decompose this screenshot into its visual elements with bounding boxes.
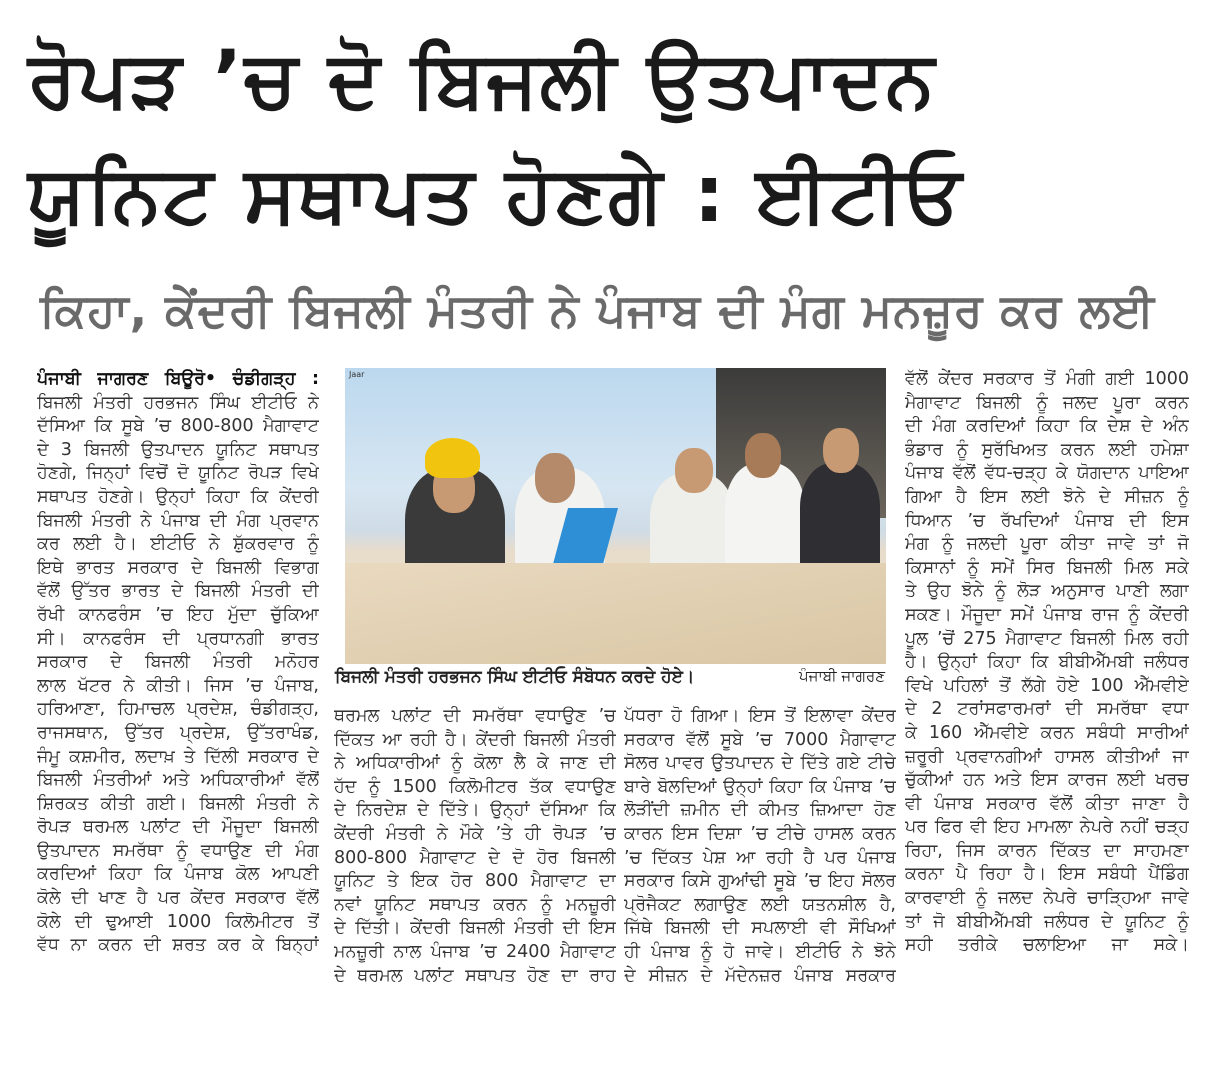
text-line: ਸਰਕਾਰ ਕਿਸੇ ਗੁਆਂਢੀ ਸੂਬੇ ’ਚ ਇਹ ਸੋਲਰ — [624, 871, 896, 892]
text-line: ਦੇ ਥਰਮਲ ਪਲਾਂਟ ਸਥਾਪਤ ਹੋਣ ਦਾ ਰਾਹ — [334, 965, 616, 986]
text-line: ਸਹੀ ਤਰੀਕੇ ਚਲਾਇਆ ਜਾ ਸਕੇ। — [905, 935, 1189, 956]
text-line: ਸਰਕਾਰ ਵੱਲੋਂ ਸੂਬੇ ’ਚ 7000 ਮੈਗਾਵਾਟ — [624, 729, 896, 750]
text-line: ਕੇਂਦਰੀ ਮੰਤਰੀ ਨੇ ਮੌਕੇ ’ਤੇ ਹੀ ਰੋਪੜ ’ਚ — [334, 823, 616, 844]
text-line: ਵੀ ਪੰਜਾਬ ਸਰਕਾਰ ਵੱਲੋਂ ਕੀਤਾ ਜਾਣਾ ਹੈ — [905, 793, 1189, 814]
text-line: ਵਿਖੇ ਪਹਿਲਾਂ ਤੋਂ ਲੱਗੇ ਹੋਏ 100 ਐੱਮਵੀਏ — [905, 675, 1189, 696]
text-line: ਹੱਦ ਨੂੰ 1500 ਕਿਲੋਮੀਟਰ ਤੱਕ ਵਧਾਉਣ — [334, 776, 616, 797]
text-line: ਜਿੱਥੇ ਬਿਜਲੀ ਦੀ ਸਪਲਾਈ ਵੀ ਸੌਖਿਆਂ — [624, 918, 896, 939]
text-line: ਸੋਲਰ ਪਾਵਰ ਉਤਪਾਦਨ ਦੇ ਦਿੱਤੇ ਗਏ ਟੀਚੇ — [624, 753, 896, 774]
text-line: ਦੇ 3 ਬਿਜਲੀ ਉਤਪਾਦਨ ਯੂਨਿਟ ਸਥਾਪਤ — [37, 439, 319, 460]
article-column-1 — [37, 368, 319, 958]
text-line: ਕਰਦਿਆਂ ਕਿਹਾ ਕਿ ਪੰਜਾਬ ਕੋਲ ਆਪਣੀ — [37, 864, 319, 885]
text-line: ਦੇ ਦਿੱਤੀ। ਕੇਂਦਰੀ ਬਿਜਲੀ ਮੰਤਰੀ ਦੀ ਇਸ — [334, 918, 616, 939]
text-line: ਇਥੇ ਭਾਰਤ ਸਰਕਾਰ ਦੇ ਬਿਜਲੀ ਵਿਭਾਗ — [37, 557, 319, 578]
text-line: ਦਿੱਕਤ ਆ ਰਹੀ ਹੈ। ਕੇਂਦਰੀ ਬਿਜਲੀ ਮੰਤਰੀ — [334, 729, 616, 750]
text-line: ਮੰਗ ਨੂੰ ਜਲਦੀ ਪੂਰਾ ਕੀਤਾ ਜਾਵੇ ਤਾਂ ਜੋ — [905, 534, 1189, 555]
text-line: ਨਵਾਂ ਯੂਨਿਟ ਸਥਾਪਤ ਕਰਨ ਨੂੰ ਮਨਜ਼ੂਰੀ — [334, 894, 616, 915]
text-line: ਜ਼ਰੂਰੀ ਪ੍ਰਵਾਨਗੀਆਂ ਹਾਸਲ ਕੀਤੀਆਂ ਜਾ — [905, 746, 1189, 767]
text-line: ਗਿਆ ਹੈ ਇਸ ਲਈ ਝੋਨੇ ਦੇ ਸੀਜ਼ਨ ਨੂੰ — [905, 486, 1189, 507]
text-line: ਰੋਪੜ ਥਰਮਲ ਪਲਾਂਟ ਦੀ ਮੌਜੂਦਾ ਬਿਜਲੀ — [37, 817, 319, 838]
caption-text: ਬਿਜਲੀ ਮੰਤਰੀ ਹਰਭਜਨ ਸਿੰਘ ਈਟੀਓ ਸੰਬੋਧਨ ਕਰਦੇ ਹੋਏ। — [335, 667, 695, 687]
text-line: ਦੱਸਿਆ ਕਿ ਸੂਬੇ ’ਚ 800-800 ਮੈਗਾਵਾਟ — [37, 416, 319, 437]
text-line: ਲੋੜੀਂਦੀ ਜ਼ਮੀਨ ਦੀ ਕੀਮਤ ਜ਼ਿਆਦਾ ਹੋਣ — [624, 800, 896, 821]
text-line: ’ਚ ਦਿੱਕਤ ਪੇਸ਼ ਆ ਰਹੀ ਹੈ ਪਰ ਪੰਜਾਬ — [624, 847, 896, 868]
article-column-3 — [624, 705, 896, 988]
text-line: ਬਿਜਲੀ ਮੰਤਰੀ ਹਰਭਜਨ ਸਿੰਘ ਈਟੀਓ ਨੇ — [37, 392, 319, 413]
text-line: ਦੀ ਮੰਗ ਕਰਦਿਆਂ ਕਿਹਾ ਕਿ ਦੇਸ਼ ਦੇ ਅੰਨ — [905, 416, 1189, 437]
text-line: ਕਰ ਲਈ ਹੈ। ਈਟੀਓ ਨੇ ਸ਼ੁੱਕਰਵਾਰ ਨੂੰ — [37, 534, 319, 555]
text-line: ਸਕਣ। ਮੌਜੂਦਾ ਸਮੇਂ ਪੰਜਾਬ ਰਾਜ ਨੂੰ ਕੇਂਦਰੀ — [905, 604, 1189, 625]
text-line: ਬਿਜਲੀ ਮੰਤਰੀਆਂ ਅਤੇ ਅਧਿਕਾਰੀਆਂ ਵੱਲੋਂ — [37, 770, 319, 791]
text-line: ਸੀ। ਕਾਨਫਰੰਸ ਦੀ ਪ੍ਰਧਾਨਗੀ ਭਾਰਤ — [37, 628, 319, 649]
text-line: ਵੱਲੋਂ ਉੱਤਰ ਭਾਰਤ ਦੇ ਬਿਜਲੀ ਮੰਤਰੀ ਦੀ — [37, 581, 319, 602]
text-line: ਹੈ। ਉਨ੍ਹਾਂ ਕਿਹਾ ਕਿ ਬੀਬੀਐੱਮਬੀ ਜਲੰਧਰ — [905, 652, 1189, 673]
text-line: ਬਾਰੇ ਬੋਲਦਿਆਂ ਉਨ੍ਹਾਂ ਕਿਹਾ ਕਿ ਪੰਜਾਬ ’ਚ — [624, 776, 896, 797]
text-line: ਨੇ ਅਧਿਕਾਰੀਆਂ ਨੂੰ ਕੋਲਾ ਲੈ ਕੇ ਜਾਣ ਦੀ — [334, 753, 616, 774]
text-line: ਹਰਿਆਣਾ, ਹਿਮਾਚਲ ਪ੍ਰਦੇਸ਼, ਚੰਡੀਗੜ੍ਹ, — [37, 699, 319, 720]
article-column-4 — [905, 368, 1189, 958]
text-line: ਕਿਸਾਨਾਂ ਨੂੰ ਸਮੇਂ ਸਿਰ ਬਿਜਲੀ ਮਿਲ ਸਕੇ — [905, 557, 1189, 578]
person-3-face — [675, 448, 713, 493]
article-photo — [345, 368, 886, 664]
headline-line-2: ਯੂਨਿਟ ਸਥਾਪਤ ਹੋਣਗੇ : ਈਟੀਓ — [28, 150, 964, 240]
text-line: ਜੰਮੂ ਕਸ਼ਮੀਰ, ਲਦਾਖ਼ ਤੇ ਦਿੱਲੀ ਸਰਕਾਰ ਦੇ — [37, 746, 319, 767]
text-line: ਕਰਨਾ ਪੈ ਰਿਹਾ ਹੈ। ਇਸ ਸਬੰਧੀ ਪੈਂਡਿੰਗ — [905, 864, 1189, 885]
text-line: ਮਨਜ਼ੂਰੀ ਨਾਲ ਪੰਜਾਬ ’ਚ 2400 ਮੈਗਾਵਾਟ — [334, 941, 616, 962]
text-line: ਕਾਰਨ ਇਸ ਦਿਸ਼ਾ ’ਚ ਟੀਚੇ ਹਾਸਲ ਕਰਨ — [624, 823, 896, 844]
text-line: ਦੇ ਨਿਰਦੇਸ਼ ਦੇ ਦਿੱਤੇ। ਉਨ੍ਹਾਂ ਦੱਸਿਆ ਕਿ — [334, 800, 616, 821]
text-line: ਸਰਕਾਰ ਦੇ ਬਿਜਲੀ ਮੰਤਰੀ ਮਨੋਹਰ — [37, 652, 319, 673]
text-line: ਤੇ ਉਹ ਝੋਨੇ ਨੂੰ ਲੋੜ ਅਨੁਸਾਰ ਪਾਣੀ ਲਗਾ — [905, 581, 1189, 602]
text-line: ਉਤਪਾਦਨ ਸਮਰੱਥਾ ਨੂੰ ਵਧਾਉਣ ਦੀ ਮੰਗ — [37, 840, 319, 861]
text-line: ਵੱਧ ਨਾ ਕਰਨ ਦੀ ਸ਼ਰਤ ਕਰ ਕੇ ਬਿਨ੍ਹਾਂ — [37, 935, 319, 956]
photo-credit: ਪੰਜਾਬੀ ਜਾਗਰਣ — [799, 667, 885, 685]
text-line: ਬਿਜਲੀ ਮੰਤਰੀ ਨੇ ਪੰਜਾਬ ਦੀ ਮੰਗ ਪ੍ਰਵਾਨ — [37, 510, 319, 531]
text-line: ਲਾਲ ਖੱਟਰ ਨੇ ਕੀਤੀ। ਜਿਸ ’ਚ ਪੰਜਾਬ, — [37, 675, 319, 696]
person-4 — [725, 463, 805, 578]
text-line: ਕਾਰਵਾਈ ਨੂੰ ਜਲਦ ਨੇਪਰੇ ਚਾੜ੍ਹਿਆ ਜਾਵੇ — [905, 888, 1189, 909]
subheadline: ਕਿਹਾ, ਕੇਂਦਰੀ ਬਿਜਲੀ ਮੰਤਰੀ ਨੇ ਪੰਜਾਬ ਦੀ ਮੰਗ ਮਨਜ਼ੂਰ ਕਰ ਲਈ — [40, 283, 1156, 337]
text-line: ਪੂਲ ’ਚੋਂ 275 ਮੈਗਾਵਾਟ ਬਿਜਲੀ ਮਿਲ ਰਹੀ — [905, 628, 1189, 649]
text-line: ਪੱਧਰਾ ਹੋ ਗਿਆ। ਇਸ ਤੋਂ ਇਲਾਵਾ ਕੇਂਦਰ — [624, 706, 896, 726]
text-line: ਕੋਲੇ ਦੀ ਖਾਣ ਹੈ ਪਰ ਕੇਂਦਰ ਸਰਕਾਰ ਵੱਲੋਂ — [37, 888, 319, 909]
article-column-2 — [334, 705, 616, 988]
text-line: ਧਿਆਨ ’ਚ ਰੱਖਦਿਆਂ ਪੰਜਾਬ ਦੀ ਇਸ — [905, 510, 1189, 531]
text-line: ਕੋਲੇ ਦੀ ਢੁਆਈ 1000 ਕਿਲੋਮੀਟਰ ਤੋਂ — [37, 911, 319, 932]
text-line: ਸਥਾਪਤ ਹੋਣਗੇ। ਉਨ੍ਹਾਂ ਕਿਹਾ ਕਿ ਕੇਂਦਰੀ — [37, 486, 319, 507]
photo-tag: Jaar — [349, 370, 365, 379]
text-line: ਭੰਡਾਰ ਨੂੰ ਸੁਰੱਖਿਅਤ ਕਰਨ ਲਈ ਹਮੇਸ਼ਾ — [905, 439, 1189, 460]
text-line: ਪ੍ਰੋਜੈਕਟ ਲਗਾਉਣ ਲਈ ਯਤਨਸ਼ੀਲ ਹੈ, — [624, 894, 896, 915]
text-line: ਸ਼ਿਰਕਤ ਕੀਤੀ ਗਈ। ਬਿਜਲੀ ਮੰਤਰੀ ਨੇ — [37, 793, 319, 814]
text-line: ਦੇ ਸੀਜ਼ਨ ਦੇ ਮੱਦੇਨਜ਼ਰ ਪੰਜਾਬ ਸਰਕਾਰ — [624, 965, 896, 986]
text-line: ਦੇ 2 ਟਰਾਂਸਫਾਰਮਰਾਂ ਦੀ ਸਮਰੱਥਾ ਵਧਾ — [905, 699, 1189, 720]
text-line: ਤਾਂ ਜੋ ਬੀਬੀਐੱਮਬੀ ਜਲੰਧਰ ਦੇ ਯੂਨਿਟ ਨੂੰ — [905, 911, 1189, 932]
photo-caption — [335, 667, 885, 693]
text-line: ਹੀ ਪੰਜਾਬ ਨੂੰ ਹੋ ਜਾਵੇ। ਈਟੀਓ ਨੇ ਝੋਨੇ — [624, 941, 896, 962]
text-line: ਪੰਜਾਬ ਵੱਲੋਂ ਵੱਧ-ਚੜ੍ਹ ਕੇ ਯੋਗਦਾਨ ਪਾਇਆ — [905, 463, 1189, 484]
text-line: ਵੱਲੋਂ ਕੇਂਦਰ ਸਰਕਾਰ ਤੋਂ ਮੰਗੀ ਗਈ 1000 — [905, 369, 1189, 389]
text-line: 800-800 ਮੈਗਾਵਾਟ ਦੇ ਦੋ ਹੋਰ ਬਿਜਲੀ — [334, 847, 616, 868]
yellow-turban — [425, 438, 480, 478]
text-line: ਪਰ ਫਿਰ ਵੀ ਇਹ ਮਾਮਲਾ ਨੇਪਰੇ ਨਹੀਂ ਚੜ੍ਹ — [905, 817, 1189, 838]
person-5-face — [823, 428, 859, 473]
text-line: ਕੇ 160 ਐੱਮਵੀਏ ਕਰਨ ਸਬੰਧੀ ਸਾਰੀਆਂ — [905, 722, 1189, 743]
text-line: ਰਿਹਾ, ਜਿਸ ਕਾਰਨ ਦਿੱਕਤ ਦਾ ਸਾਹਮਣਾ — [905, 840, 1189, 861]
person-2-face — [535, 453, 575, 503]
text-line: ਚੁੱਕੀਆਂ ਹਨ ਅਤੇ ਇਸ ਕਾਰਜ ਲਈ ਖਰਚ — [905, 770, 1189, 791]
person-5 — [800, 463, 880, 573]
text-line: ਰੱਖੀ ਕਾਨਫਰੰਸ ’ਚ ਇਹ ਮੁੱਦਾ ਚੁੱਕਿਆ — [37, 604, 319, 625]
text-line: ਮੈਗਾਵਾਟ ਬਿਜਲੀ ਨੂੰ ਜਲਦ ਪੂਰਾ ਕਰਨ — [905, 392, 1189, 413]
text-line: ਯੂਨਿਟ ਤੇ ਇਕ ਹੋਰ 800 ਮੈਗਾਵਾਟ ਦਾ — [334, 871, 616, 892]
byline: ਪੰਜਾਬੀ ਜਾਗਰਣ ਬਿਊਰੋ• ਚੰਡੀਗੜ੍ਹ : — [37, 369, 319, 389]
text-line: ਥਰਮਲ ਪਲਾਂਟ ਦੀ ਸਮਰੱਥਾ ਵਧਾਉਣ ’ਚ — [334, 706, 616, 726]
text-line: ਹੋਣਗੇ, ਜਿਨ੍ਹਾਂ ਵਿਚੋਂ ਦੋ ਯੂਨਿਟ ਰੋਪੜ ਵਿਖੇ — [37, 463, 319, 484]
headline-line-1: ਰੋਪੜ ’ਚ ਦੋ ਬਿਜਲੀ ਉਤਪਾਦਨ — [28, 35, 937, 125]
person-4-face — [745, 433, 781, 478]
conference-table — [345, 563, 886, 664]
text-line: ਰਾਜਸਥਾਨ, ਉੱਤਰ ਪ੍ਰਦੇਸ਼, ਉੱਤਰਾਖੰਡ, — [37, 722, 319, 743]
